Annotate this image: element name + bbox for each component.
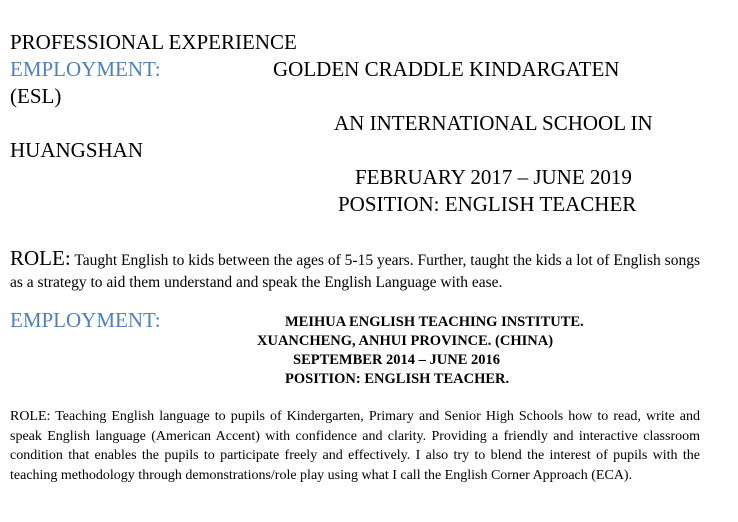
job2-location: XUANCHENG, ANHUI PROVINCE. (CHINA) <box>257 333 554 349</box>
school-name-wrap2: HUANGSHAN <box>10 138 144 162</box>
job1-dates: FEBRUARY 2017 – JUNE 2019 <box>355 165 632 189</box>
school-name-line2: AN INTERNATIONAL SCHOOL IN <box>334 111 653 135</box>
job2-role: ROLE: Teaching English language to pupils of Kindergarten, Primary and Senior High Schools how to read, write and speak English language (American Accent) with confidence and clarity. Providing a friendly and interactive classroom condition that enables the pupils to participate freely and effectively. I also try to blend the interest of pupils with the teaching methodology through demonstrations/role play using what I call the English Corner Approach (ECA). <box>10 409 700 483</box>
job1-role-label: ROLE: <box>10 246 71 270</box>
job2-institute: MEIHUA ENGLISH TEACHING INSTITUTE. <box>285 314 584 330</box>
job1-position: POSITION: ENGLISH TEACHER <box>338 192 637 216</box>
school-name-wrap1: (ESL) <box>10 84 62 108</box>
employment-label-2: EMPLOYMENT: <box>10 308 161 332</box>
job2-position: POSITION: ENGLISH TEACHER. <box>285 371 510 387</box>
school-name-line1: GOLDEN CRADDLE KINDARGATEN <box>273 57 620 81</box>
job1-role <box>10 247 700 294</box>
job2-dates: SEPTEMBER 2014 – JUNE 2016 <box>293 352 501 368</box>
job1-role-text: Taught English to kids between the ages of 5-15 years. Further, taught the kids a lot of English songs as a strategy to aid them understand and speak the English Language with ease. <box>10 252 700 291</box>
section-title: PROFESSIONAL EXPERIENCE <box>10 30 297 54</box>
employment-label-1: EMPLOYMENT: <box>10 57 161 81</box>
